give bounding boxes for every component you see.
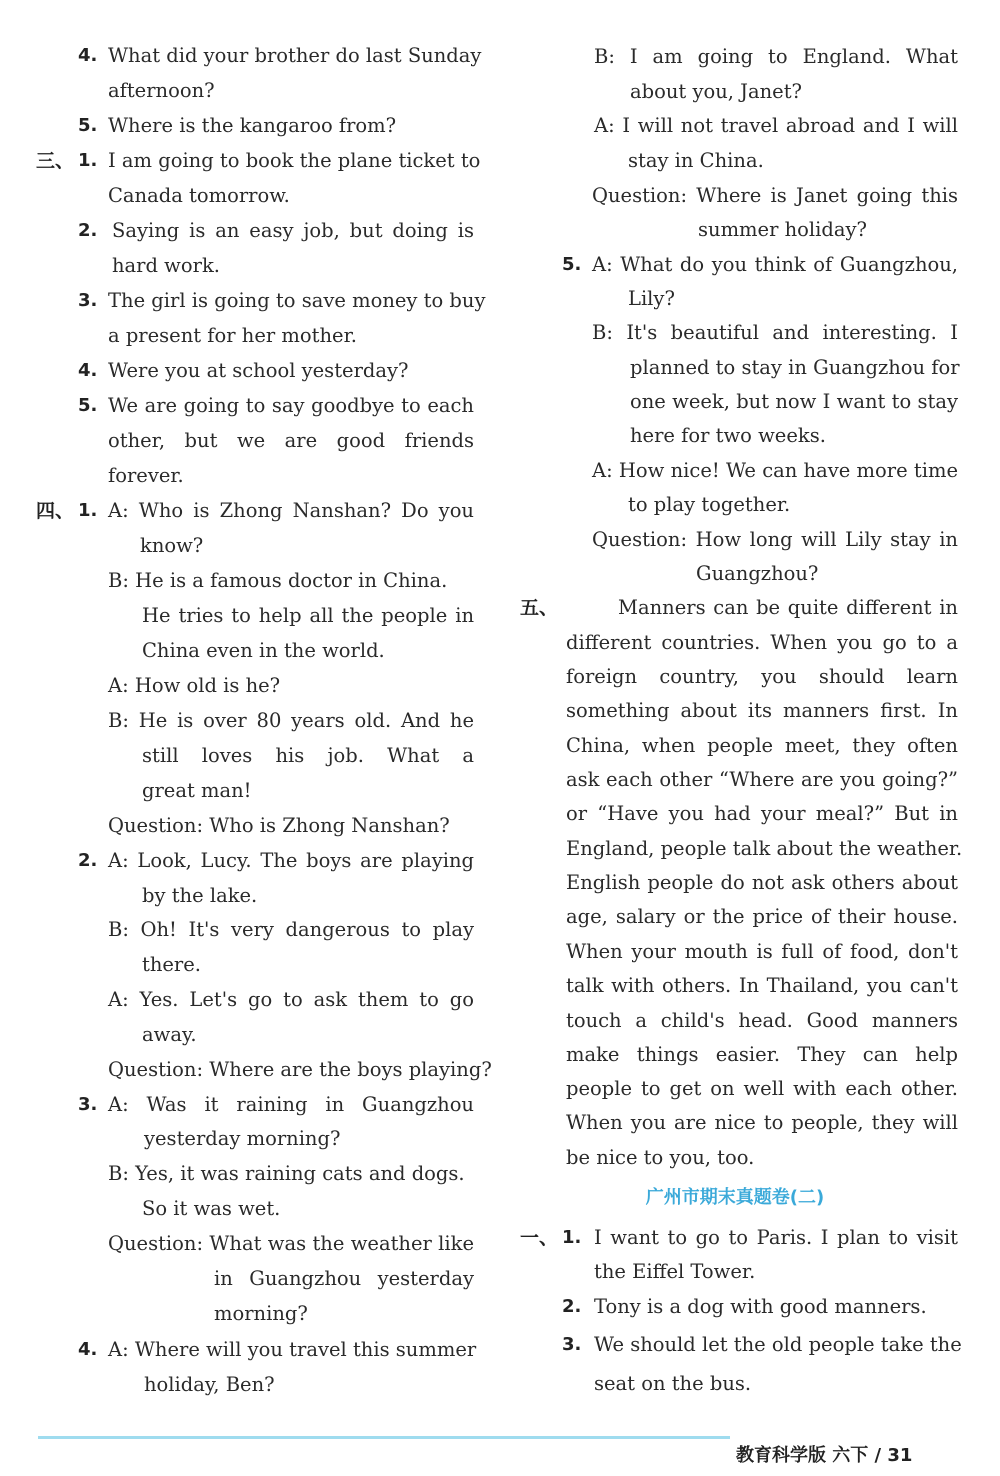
text-line: about you, Janet? [630,80,802,103]
item-number: 2. [562,1296,582,1317]
text-line: forever. [108,464,184,487]
paragraph-line: English people do not ask others about [566,871,958,894]
item-number: 1. [78,150,98,171]
text-line: B: He is a famous doctor in China. [108,569,448,592]
item-number: 4. [78,1339,98,1360]
text-line: A: How old is he? [108,674,281,697]
text-line: the Eiffel Tower. [594,1260,756,1283]
text-line: A: I will not travel abroad and I will [594,114,958,137]
text-line: know? [140,534,204,557]
paragraph-line: age, salary or the price of their house. [566,905,958,928]
text-line: We should let the old people take the [594,1333,962,1356]
text-line: planned to stay in Guangzhou for [630,356,960,379]
text-line: Lily? [628,287,675,310]
text-line: Where is the kangaroo from? [108,114,397,137]
text-line: still loves his job. What a [142,744,474,767]
text-line: China even in the world. [142,639,385,662]
text-line: A: What do you think of Guangzhou, [592,253,958,276]
text-line: by the lake. [142,884,258,907]
paragraph-line: be nice to you, too. [566,1146,755,1169]
item-number: 1. [78,500,98,521]
text-line: there. [142,953,201,976]
item-number: 3. [562,1334,582,1355]
text-line: So it was wet. [142,1197,281,1220]
text-line: a present for her mother. [108,324,357,347]
text-line: stay in China. [628,149,764,172]
text-line: to play together. [628,493,791,516]
text-line: A: Look, Lucy. The boys are playing [108,849,474,872]
section-label: 四、 [36,500,75,522]
text-line: B: It's beautiful and interesting. I [592,321,958,344]
text-line: He tries to help all the people in [142,604,474,627]
paragraph-line: touch a child's head. Good manners [566,1009,958,1032]
text-line: Tony is a dog with good manners. [594,1295,927,1318]
paragraph-line: When your mouth is full of food, don't [566,940,958,963]
text-line: yesterday morning? [144,1127,341,1150]
paragraph-line: foreign country, you should learn [566,665,958,688]
text-line: A: How nice! We can have more time [592,459,958,482]
text-line: I am going to book the plane ticket to [108,149,481,172]
text-line: A: Where will you travel this summer [108,1338,477,1361]
paragraph-line: different countries. When you go to a [566,631,958,654]
page-footer: 教育科学版 六下 / 31 [736,1445,913,1466]
text-line: Question: Where are the boys playing? [108,1058,492,1081]
item-number: 5. [78,115,98,136]
paragraph-line: talk with others. In Thailand, you can't [566,974,958,997]
section-label: 一、 [520,1227,559,1249]
text-line: Question: Who is Zhong Nanshan? [108,814,450,837]
text-line: We are going to say goodbye to each [108,394,474,417]
text-line: B: Oh! It's very dangerous to play [108,918,474,941]
text-line: The girl is going to save money to buy [108,289,486,312]
text-line: Saying is an easy job, but doing is [112,219,474,242]
paragraph-line: or “Have you had your meal?” But in [566,802,958,825]
item-number: 2. [78,850,98,871]
paragraph-line: When you are nice to people, they will [566,1111,958,1134]
item-number: 1. [562,1227,582,1248]
item-number: 5. [78,395,98,416]
text-line: A: Who is Zhong Nanshan? Do you [108,499,474,522]
text-line: other, but we are good friends [108,429,474,452]
section-label: 三、 [36,150,75,172]
text-line: morning? [214,1302,308,1325]
text-line: Canada tomorrow. [108,184,290,207]
item-number: 3. [78,1094,98,1115]
item-number: 4. [78,45,98,66]
item-number: 3. [78,290,98,311]
section-label: 五、 [520,597,559,619]
paragraph-line: something about its manners first. In [566,699,958,722]
paragraph-line: ask each other “Where are you going?” [566,768,958,791]
text-line: holiday, Ben? [144,1373,275,1396]
exam-subtitle: 广州市期末真题卷(二) [645,1187,825,1208]
text-line: B: Yes, it was raining cats and dogs. [108,1162,465,1185]
item-number: 4. [78,360,98,381]
text-line: hard work. [112,254,220,277]
text-line: What did your brother do last Sunday [108,44,482,67]
paragraph-line: China, when people meet, they often [566,734,958,757]
text-line: great man! [142,779,252,802]
item-number: 2. [78,220,98,241]
text-line: away. [142,1023,197,1046]
text-line: Question: Where is Janet going this [592,184,958,207]
footer-rule [38,1436,730,1439]
text-line: A: Yes. Let's go to ask them to go [108,988,474,1011]
text-line: Question: What was the weather like [108,1232,474,1255]
text-line: A: Was it raining in Guangzhou [108,1093,474,1116]
paragraph-line: England, people talk about the weather. [566,837,963,860]
item-number: 5. [562,254,582,275]
text-line: Were you at school yesterday? [108,359,409,382]
text-line: seat on the bus. [594,1372,752,1395]
text-line: in Guangzhou yesterday [214,1267,474,1290]
text-line: one week, but now I want to stay [630,390,958,413]
text-line: Guangzhou? [696,562,819,585]
text-line: afternoon? [108,79,215,102]
paragraph-line: make things easier. They can help [566,1043,958,1066]
text-line: B: I am going to England. What [594,45,958,68]
paragraph-line: people to get on well with each other. [566,1077,958,1100]
text-line: I want to go to Paris. I plan to visit [594,1226,958,1249]
text-line: Question: How long will Lily stay in [592,528,958,551]
text-line: summer holiday? [698,218,867,241]
text-line: B: He is over 80 years old. And he [108,709,474,732]
text-line: here for two weeks. [630,424,826,447]
paragraph-line: Manners can be quite different in [618,596,958,619]
